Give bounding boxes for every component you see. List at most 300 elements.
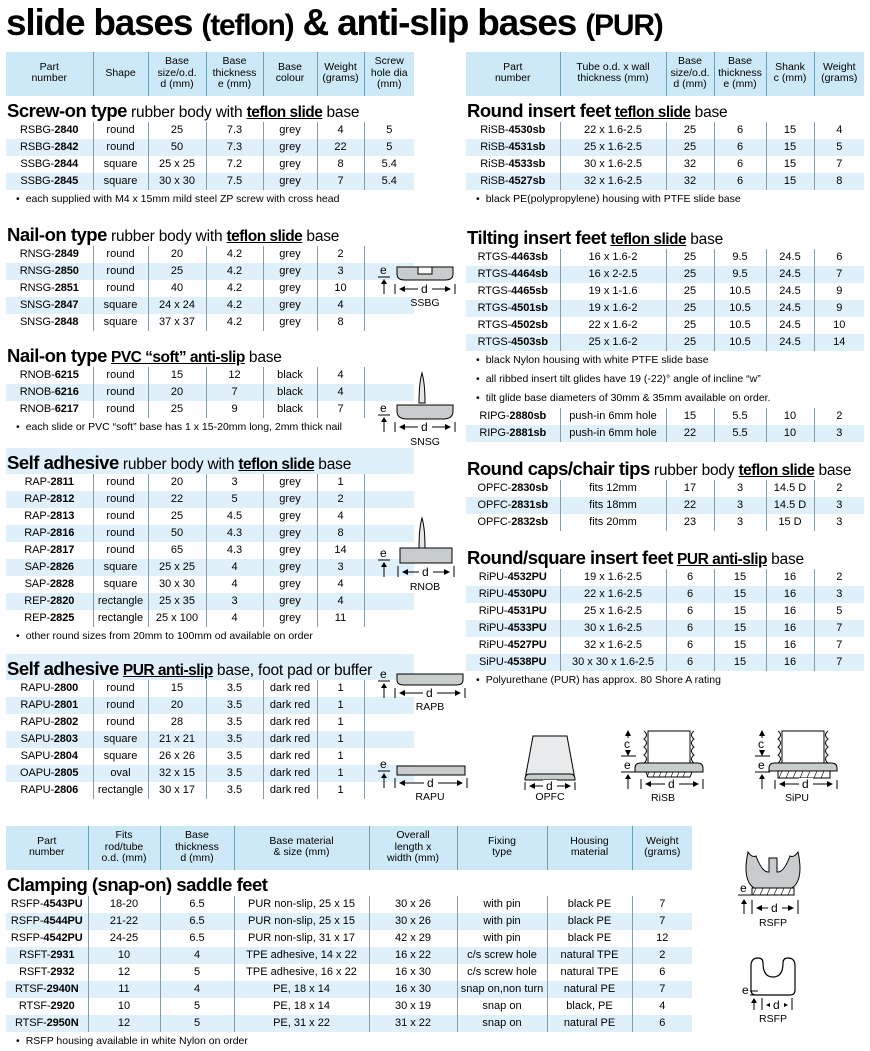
table-cell: 25 xyxy=(666,139,714,156)
table-cell: round xyxy=(93,491,148,508)
table-cell: dark red xyxy=(263,714,317,731)
table-cell: 22 xyxy=(317,139,364,156)
table-row xyxy=(466,654,864,671)
table-cell: 22 xyxy=(666,497,714,514)
note-row xyxy=(466,351,864,370)
column-header: Base thickness e (mm) xyxy=(714,52,766,96)
table-cell: 24.5 xyxy=(766,317,814,334)
table-cell: round xyxy=(93,542,148,559)
part-number-cell: RiPU-4527PU xyxy=(478,639,547,651)
svg-text:e: e xyxy=(380,546,387,560)
table-row xyxy=(6,280,414,297)
table-row xyxy=(466,603,864,620)
table-cell: 4 xyxy=(160,947,234,964)
table-cell xyxy=(364,314,414,331)
section-title: Clamping (snap-on) saddle feet xyxy=(6,870,692,896)
table-row xyxy=(6,964,692,981)
table-row xyxy=(6,930,692,947)
table-cell: 5 xyxy=(160,964,234,981)
table-cell: 6 xyxy=(814,249,864,266)
table-cell: 14.5 D xyxy=(766,480,814,497)
part-number-cell: RAP-2813 xyxy=(24,510,75,522)
note-row xyxy=(6,190,414,209)
table-cell: 30 x 19 xyxy=(369,998,457,1015)
table-cell: 7 xyxy=(814,266,864,283)
table-cell xyxy=(364,474,414,491)
table-cell: 16 xyxy=(766,603,814,620)
svg-text:e: e xyxy=(380,263,387,277)
table-cell: 19 x 1.6-2.5 xyxy=(560,569,666,586)
table-cell: 4 xyxy=(206,610,263,627)
table-cell: 5.4 xyxy=(364,173,414,190)
table-cell: 7 xyxy=(814,637,864,654)
table-cell: 7 xyxy=(632,896,692,913)
table-cell: 5 xyxy=(364,139,414,156)
table-cell: natural TPE xyxy=(547,964,632,981)
table-cell: 15 xyxy=(714,603,766,620)
spacer-row xyxy=(466,442,864,454)
table-cell: 15 xyxy=(714,569,766,586)
note-text: • tilt glide base diameters of 30mm & 35mm available on order. xyxy=(466,389,864,408)
part-number-cell: RTGS-4465sb xyxy=(477,285,548,297)
table-cell: 4 xyxy=(317,367,364,384)
table-cell: 2 xyxy=(814,569,864,586)
part-number-cell: RiSB-4527sb xyxy=(466,173,560,190)
table-cell: round xyxy=(93,263,148,280)
note-text: • RSFP housing available in white Nylon on order xyxy=(6,1032,692,1051)
svg-text:d: d xyxy=(546,779,553,790)
table-cell: 15 xyxy=(714,654,766,671)
table-row xyxy=(6,491,414,508)
table-cell: 4 xyxy=(317,384,364,401)
table-cell: 16 xyxy=(766,620,814,637)
note-row xyxy=(6,627,414,646)
table-cell: 7.3 xyxy=(206,139,263,156)
diagram-rnob xyxy=(375,510,475,593)
section-heading-row xyxy=(466,543,864,569)
table-cell: 5 xyxy=(814,139,864,156)
table-cell: PUR non-slip, 31 x 17 xyxy=(234,930,369,947)
section-title: Self adhesive PUR anti-slip base, foot pad or buffer xyxy=(6,654,414,680)
table-cell: 10.5 xyxy=(714,334,766,351)
table-cell: 25 xyxy=(148,122,206,139)
table-cell: 6 xyxy=(632,1015,692,1032)
part-number-cell: REP-2820 xyxy=(6,593,93,610)
table-cell: 3 xyxy=(714,480,766,497)
table-cell: 32 xyxy=(666,173,714,190)
table-cell: 18-20 xyxy=(88,896,160,913)
table-cell: 2 xyxy=(317,246,364,263)
table-cell: 3.5 xyxy=(206,697,263,714)
svg-text:e: e xyxy=(380,667,387,681)
right-products-table xyxy=(466,52,864,690)
table-cell: natural PE xyxy=(547,981,632,998)
column-header: Tube o.d. x wall thickness (mm) xyxy=(560,52,666,96)
diagram-rsfp-top xyxy=(718,848,828,929)
table-cell: round xyxy=(93,139,148,156)
table-cell: 50 xyxy=(148,525,206,542)
table-cell: 30 x 26 xyxy=(369,913,457,930)
part-number-cell: RiSB-4531sb xyxy=(466,139,560,156)
part-number-cell: RSFP-4542PU xyxy=(10,932,83,944)
table-cell: 7.5 xyxy=(206,173,263,190)
diagram-caption: SSBG xyxy=(410,297,440,309)
part-number-cell: OPFC-2832sb xyxy=(477,516,548,528)
table-cell: square xyxy=(93,559,148,576)
table-cell: grey xyxy=(263,122,317,139)
part-number-cell: RiPU-4532PU xyxy=(478,571,547,583)
section-title: Tilting insert feet teflon slide base xyxy=(466,223,864,249)
table-cell: 16 x 2-2.5 xyxy=(560,266,666,283)
section-heading-row xyxy=(6,220,414,246)
table-cell: 20 xyxy=(148,246,206,263)
table-cell: 20 xyxy=(148,384,206,401)
table-cell: 15 xyxy=(766,122,814,139)
svg-text:e: e xyxy=(758,758,765,772)
title-part4: (PUR) xyxy=(585,9,663,42)
note-text: • Polyurethane (PUR) has approx. 80 Shore A rating xyxy=(466,671,864,690)
part-number-cell: SiPU-4538PU xyxy=(466,654,560,671)
table-cell: square xyxy=(93,156,148,173)
table-cell: 2 xyxy=(317,491,364,508)
table-row xyxy=(466,122,864,139)
table-cell: 14.5 D xyxy=(766,497,814,514)
table-cell: 16 x 1.6-2 xyxy=(560,249,666,266)
table-cell: PUR non-slip, 25 x 15 xyxy=(234,896,369,913)
part-number-cell: SSBG-2844 xyxy=(20,158,79,170)
table-row xyxy=(6,998,692,1015)
table-row xyxy=(6,297,414,314)
table-cell: fits 18mm xyxy=(560,497,666,514)
left-products-table xyxy=(6,52,414,799)
table-cell: 10 xyxy=(88,998,160,1015)
note-text: • other round sizes from 20mm to 100mm od available on order xyxy=(6,627,414,646)
diagram-caption: RiSB xyxy=(651,792,675,804)
table-cell: dark red xyxy=(263,697,317,714)
table-cell: 21-22 xyxy=(88,913,160,930)
svg-text:d: d xyxy=(802,777,809,791)
table-cell: grey xyxy=(263,314,317,331)
table-cell: 30 x 1.6-2.5 xyxy=(560,620,666,637)
table-cell: round xyxy=(93,367,148,384)
table-cell: 4.3 xyxy=(206,542,263,559)
table-cell: black PE xyxy=(547,896,632,913)
table-cell: grey xyxy=(263,297,317,314)
table-cell: c/s screw hole xyxy=(457,964,547,981)
table-cell: square xyxy=(93,314,148,331)
table-row xyxy=(466,569,864,586)
part-number-cell: RNSG-2849 xyxy=(19,248,79,260)
title-part1: slide bases xyxy=(6,2,193,43)
diagram-caption: SiPU xyxy=(785,792,809,804)
part-number-cell: RAPU-2800 xyxy=(20,682,79,694)
spacer-row xyxy=(6,331,414,341)
table-cell: round xyxy=(93,280,148,297)
table-cell: 4 xyxy=(632,998,692,1015)
table-cell: 9 xyxy=(206,401,263,418)
right-table-wrap xyxy=(466,52,864,690)
part-number-cell: RAPU-2801 xyxy=(6,697,93,714)
table-cell: 16 xyxy=(766,569,814,586)
table-row xyxy=(466,266,864,283)
table-cell: 1 xyxy=(317,731,364,748)
table-cell: square xyxy=(93,576,148,593)
table-cell: 6.5 xyxy=(160,930,234,947)
table-cell: 8 xyxy=(814,173,864,190)
table-cell: round xyxy=(93,474,148,491)
table-cell: 1 xyxy=(317,748,364,765)
table-cell: 24.5 xyxy=(766,266,814,283)
table-cell: grey xyxy=(263,474,317,491)
table-cell: 5 xyxy=(206,491,263,508)
table-cell: 12 xyxy=(88,964,160,981)
note-row xyxy=(6,1032,692,1051)
table-cell: 9.5 xyxy=(714,266,766,283)
part-number-cell: OPFC-2831sb xyxy=(466,497,560,514)
part-number-cell: RTSF-2950N xyxy=(6,1015,88,1032)
table-cell: 6 xyxy=(714,122,766,139)
table-cell: 3 xyxy=(814,425,864,442)
table-cell: round xyxy=(93,525,148,542)
table-cell: grey xyxy=(263,156,317,173)
table-cell: 16 xyxy=(766,586,814,603)
part-number-cell: RiPU-4531PU xyxy=(478,605,547,617)
table-row xyxy=(6,122,414,139)
part-number-cell: RNSG-2850 xyxy=(6,263,93,280)
table-cell: black xyxy=(263,401,317,418)
table-cell: 19 x 1.6-2 xyxy=(560,300,666,317)
part-number-cell: RAPU-2806 xyxy=(20,784,79,796)
table-cell: 3 xyxy=(206,593,263,610)
part-number-cell: OPFC-2830sb xyxy=(477,482,548,494)
column-header: Weight (grams) xyxy=(632,826,692,870)
svg-text:c: c xyxy=(624,737,630,751)
spacer-row xyxy=(466,531,864,543)
table-row xyxy=(466,139,864,156)
diagram-snsg xyxy=(375,365,475,448)
table-cell: square xyxy=(93,297,148,314)
table-row xyxy=(6,367,414,384)
table-cell: 30 x 30 xyxy=(148,576,206,593)
table-cell: 3 xyxy=(317,559,364,576)
part-number-cell: RSFP-4544PU xyxy=(6,913,88,930)
table-header-row xyxy=(6,826,692,870)
part-number-cell: RTSF-2920 xyxy=(18,1000,75,1012)
table-cell: PUR non-slip, 25 x 15 xyxy=(234,913,369,930)
table-cell: 15 xyxy=(148,680,206,697)
table-cell: 15 xyxy=(714,637,766,654)
table-cell: 10 xyxy=(766,425,814,442)
table-cell: round xyxy=(93,680,148,697)
part-number-cell: SNSG-2847 xyxy=(6,297,93,314)
table-row xyxy=(466,300,864,317)
table-cell: 25 xyxy=(666,300,714,317)
table-cell: 6 xyxy=(632,964,692,981)
table-cell: grey xyxy=(263,559,317,576)
part-number-cell: RiPU-4533PU xyxy=(466,620,560,637)
table-cell: 25 x 35 xyxy=(148,593,206,610)
table-row xyxy=(6,896,692,913)
table-cell: 5 xyxy=(814,603,864,620)
table-row xyxy=(6,1015,692,1032)
table-cell: 10 xyxy=(814,317,864,334)
table-row xyxy=(6,765,414,782)
diagram-caption: RNOB xyxy=(409,581,441,593)
column-header: Overall length x width (mm) xyxy=(369,826,457,870)
table-cell: 3 xyxy=(814,586,864,603)
diagram-sipu xyxy=(742,725,852,804)
table-cell: 10.5 xyxy=(714,283,766,300)
table-cell: 8 xyxy=(317,156,364,173)
table-cell: 7 xyxy=(317,173,364,190)
table-cell: natural PE xyxy=(547,1015,632,1032)
table-cell: TPE adhesive, 14 x 22 xyxy=(234,947,369,964)
table-row xyxy=(466,283,864,300)
table-row xyxy=(6,748,414,765)
table-cell: 4 xyxy=(317,297,364,314)
table-cell: 8 xyxy=(317,525,364,542)
table-row xyxy=(6,680,414,697)
part-number-cell: SAPU-2804 xyxy=(20,750,78,762)
part-number-cell: RAP-2812 xyxy=(6,491,93,508)
table-cell: 9 xyxy=(814,300,864,317)
table-header-row xyxy=(466,52,864,96)
table-cell: 24.5 xyxy=(766,283,814,300)
table-cell: oval xyxy=(93,765,148,782)
table-cell: round xyxy=(93,508,148,525)
note-text: • black PE(polypropylene) housing with PTFE slide base xyxy=(466,190,864,209)
table-cell: 22 x 1.6-2.5 xyxy=(560,586,666,603)
note-row xyxy=(466,190,864,209)
table-cell: 6 xyxy=(714,173,766,190)
table-row xyxy=(466,480,864,497)
part-number-cell: SSBG-2845 xyxy=(6,173,93,190)
table-cell: 12 xyxy=(88,1015,160,1032)
part-number-cell: RTSF-2940N xyxy=(6,981,88,998)
table-cell: with pin xyxy=(457,896,547,913)
svg-text:d: d xyxy=(668,777,675,791)
table-cell: 4 xyxy=(206,559,263,576)
table-cell: 6 xyxy=(666,654,714,671)
table-cell: round xyxy=(93,122,148,139)
table-cell: 6.5 xyxy=(160,896,234,913)
table-cell: 15 xyxy=(766,139,814,156)
part-number-cell: RTGS-4463sb xyxy=(477,251,548,263)
table-cell: 14 xyxy=(814,334,864,351)
table-row xyxy=(466,620,864,637)
table-row xyxy=(6,156,414,173)
column-header: Housing material xyxy=(547,826,632,870)
table-cell: 4 xyxy=(160,981,234,998)
table-cell: 14 xyxy=(317,542,364,559)
table-cell: 4 xyxy=(317,122,364,139)
svg-text:e: e xyxy=(380,757,387,771)
table-cell: 22 x 1.6-2 xyxy=(560,317,666,334)
part-number-cell: RAP-2811 xyxy=(24,476,74,488)
svg-text:e: e xyxy=(740,881,747,895)
section-title: Nail-on type rubber body with teflon slide base xyxy=(6,220,414,246)
table-cell: 15 xyxy=(766,156,814,173)
table-cell: round xyxy=(93,246,148,263)
table-cell: 16 xyxy=(766,637,814,654)
section-heading-row xyxy=(6,96,414,122)
table-cell: dark red xyxy=(263,731,317,748)
table-row xyxy=(6,593,414,610)
table-cell: 3 xyxy=(814,514,864,531)
part-number-cell: RNSG-2851 xyxy=(19,282,79,294)
table-cell: 50 xyxy=(148,139,206,156)
table-row xyxy=(6,782,414,799)
table-cell: 37 x 37 xyxy=(148,314,206,331)
table-cell: 30 x 30 xyxy=(148,173,206,190)
table-cell: 25 x 25 xyxy=(148,156,206,173)
table-row xyxy=(6,576,414,593)
table-cell: 32 x 15 xyxy=(148,765,206,782)
table-cell: grey xyxy=(263,246,317,263)
table-cell: PE, 31 x 22 xyxy=(234,1015,369,1032)
table-cell: 5.5 xyxy=(714,408,766,425)
table-cell: 6 xyxy=(714,139,766,156)
part-number-cell: RIPG-2881sb xyxy=(466,425,560,442)
note-text: • all ribbed insert tilt glides have 19 (-22)° angle of incline “w” xyxy=(466,370,864,389)
section-title: Round insert feet teflon slide base xyxy=(466,96,864,122)
table-cell: 30 x 26 xyxy=(369,896,457,913)
table-row xyxy=(6,314,414,331)
table-row xyxy=(6,508,414,525)
table-cell: 15 xyxy=(714,586,766,603)
section-heading-row xyxy=(6,870,692,896)
column-header: Fixing type xyxy=(457,826,547,870)
table-row xyxy=(6,947,692,964)
table-cell: 4 xyxy=(206,576,263,593)
table-cell: 4.2 xyxy=(206,297,263,314)
note-text: • black Nylon housing with white PTFE slide base xyxy=(466,351,864,370)
table-cell: 25 xyxy=(148,508,206,525)
section-heading-row xyxy=(466,223,864,249)
table-cell: 15 xyxy=(766,173,814,190)
table-row xyxy=(6,697,414,714)
table-cell: 25 xyxy=(148,401,206,418)
table-cell: 25 x 100 xyxy=(148,610,206,627)
table-row xyxy=(6,139,414,156)
table-cell: 7 xyxy=(814,156,864,173)
table-cell: 4.2 xyxy=(206,263,263,280)
part-number-cell: RSFP-4543PU xyxy=(10,898,83,910)
table-cell: 6 xyxy=(666,637,714,654)
note-row xyxy=(466,370,864,389)
table-cell: with pin xyxy=(457,930,547,947)
table-cell: 24 x 24 xyxy=(148,297,206,314)
table-cell: 25 xyxy=(666,249,714,266)
table-cell: fits 12mm xyxy=(560,480,666,497)
part-number-cell: RSFT-2931 xyxy=(6,947,88,964)
section-heading-row xyxy=(6,654,414,680)
column-header: Part number xyxy=(6,52,93,96)
table-cell: 30 x 1.6-2.5 xyxy=(560,156,666,173)
table-row xyxy=(6,542,414,559)
table-cell: 6 xyxy=(714,156,766,173)
table-cell: 24.5 xyxy=(766,300,814,317)
table-cell: dark red xyxy=(263,680,317,697)
table-row xyxy=(6,401,414,418)
svg-text:d: d xyxy=(771,901,778,915)
table-cell: dark red xyxy=(263,748,317,765)
table-cell: dark red xyxy=(263,765,317,782)
table-cell: push-in 6mm hole xyxy=(560,408,666,425)
table-cell xyxy=(364,731,414,748)
table-cell: 23 xyxy=(666,514,714,531)
table-cell: grey xyxy=(263,576,317,593)
